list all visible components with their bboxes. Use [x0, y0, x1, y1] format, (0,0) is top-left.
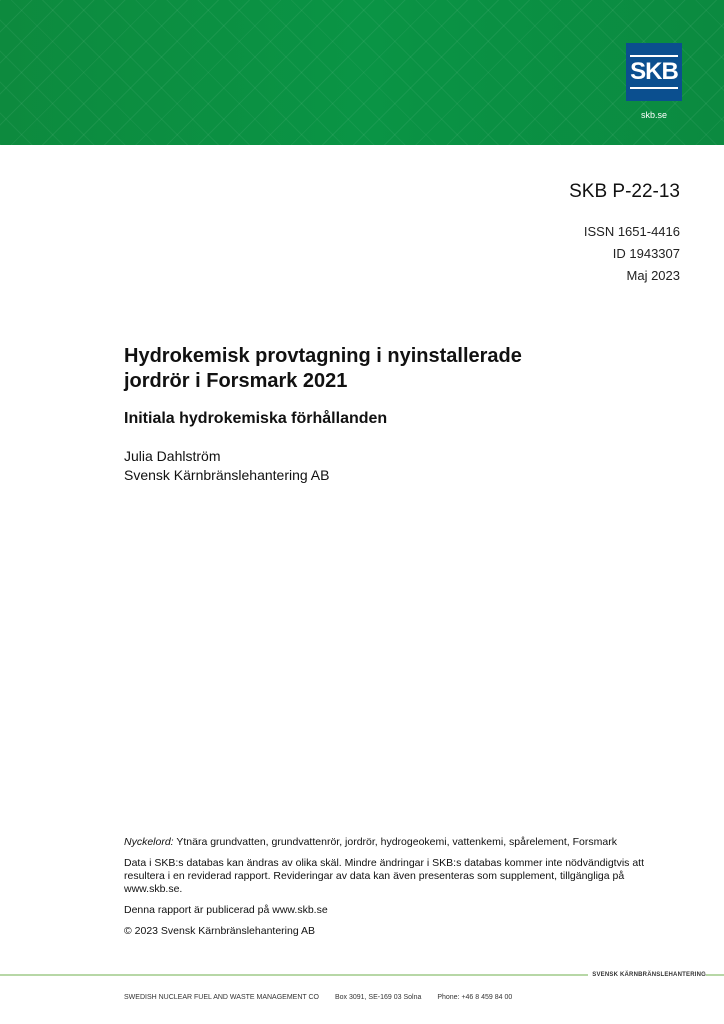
logo-text: SKB — [630, 55, 678, 89]
publication-notice: Denna rapport är publicerad på www.skb.se — [124, 904, 328, 916]
footer-address: Box 3091, SE-169 03 Solna — [334, 994, 422, 1001]
skb-logo — [626, 43, 682, 101]
title-line-1: Hydrokemisk provtagning i nyinstallerade — [124, 345, 522, 367]
keywords-label: Nyckelord: — [124, 836, 174, 848]
copyright-notice: © 2023 Svensk Kärnbränslehantering AB — [124, 925, 316, 937]
publication-date: Maj 2023 — [626, 268, 680, 283]
footer-organization: SVENSK KÄRNBRÄNSLEHANTERING — [588, 972, 706, 978]
report-subtitle: Initiala hydrokemiska förhållanden — [124, 410, 388, 427]
report-notes — [124, 836, 664, 946]
header-banner — [0, 0, 724, 145]
footer-phone: Phone: +46 8 459 84 00 — [437, 994, 513, 1001]
report-title — [124, 344, 624, 394]
report-number: SKB P-22-13 — [569, 181, 680, 202]
keywords-text: Ytnära grundvatten, grundvattenrör, jordrör, hydrogeokemi, vattenkemi, spårelement, Forsmark — [176, 836, 617, 848]
database-notice: Data i SKB:s databas kan ändras av olika skäl. Mindre ändringar i SKB:s databas kommer inte nödvändigtvis att resultera i en reviderad rapport. Revideringar av data kan även presenteras som supplement, tillgängliga på www.skb.se. — [124, 857, 645, 895]
footer-company: SWEDISH NUCLEAR FUEL AND WASTE MANAGEMENT CO — [124, 994, 319, 1001]
website-url: skb.se — [640, 110, 667, 120]
author-name: Julia Dahlström — [124, 448, 221, 464]
footer-contact — [124, 994, 512, 1001]
report-metadata — [584, 221, 680, 287]
author-block — [124, 447, 329, 485]
title-line-2: jordrör i Forsmark 2021 — [124, 370, 348, 392]
document-id: ID 1943307 — [612, 246, 680, 261]
keywords-paragraph — [124, 836, 664, 849]
issn: ISSN 1651-4416 — [583, 224, 680, 239]
author-organization: Svensk Kärnbränslehantering AB — [124, 467, 330, 483]
